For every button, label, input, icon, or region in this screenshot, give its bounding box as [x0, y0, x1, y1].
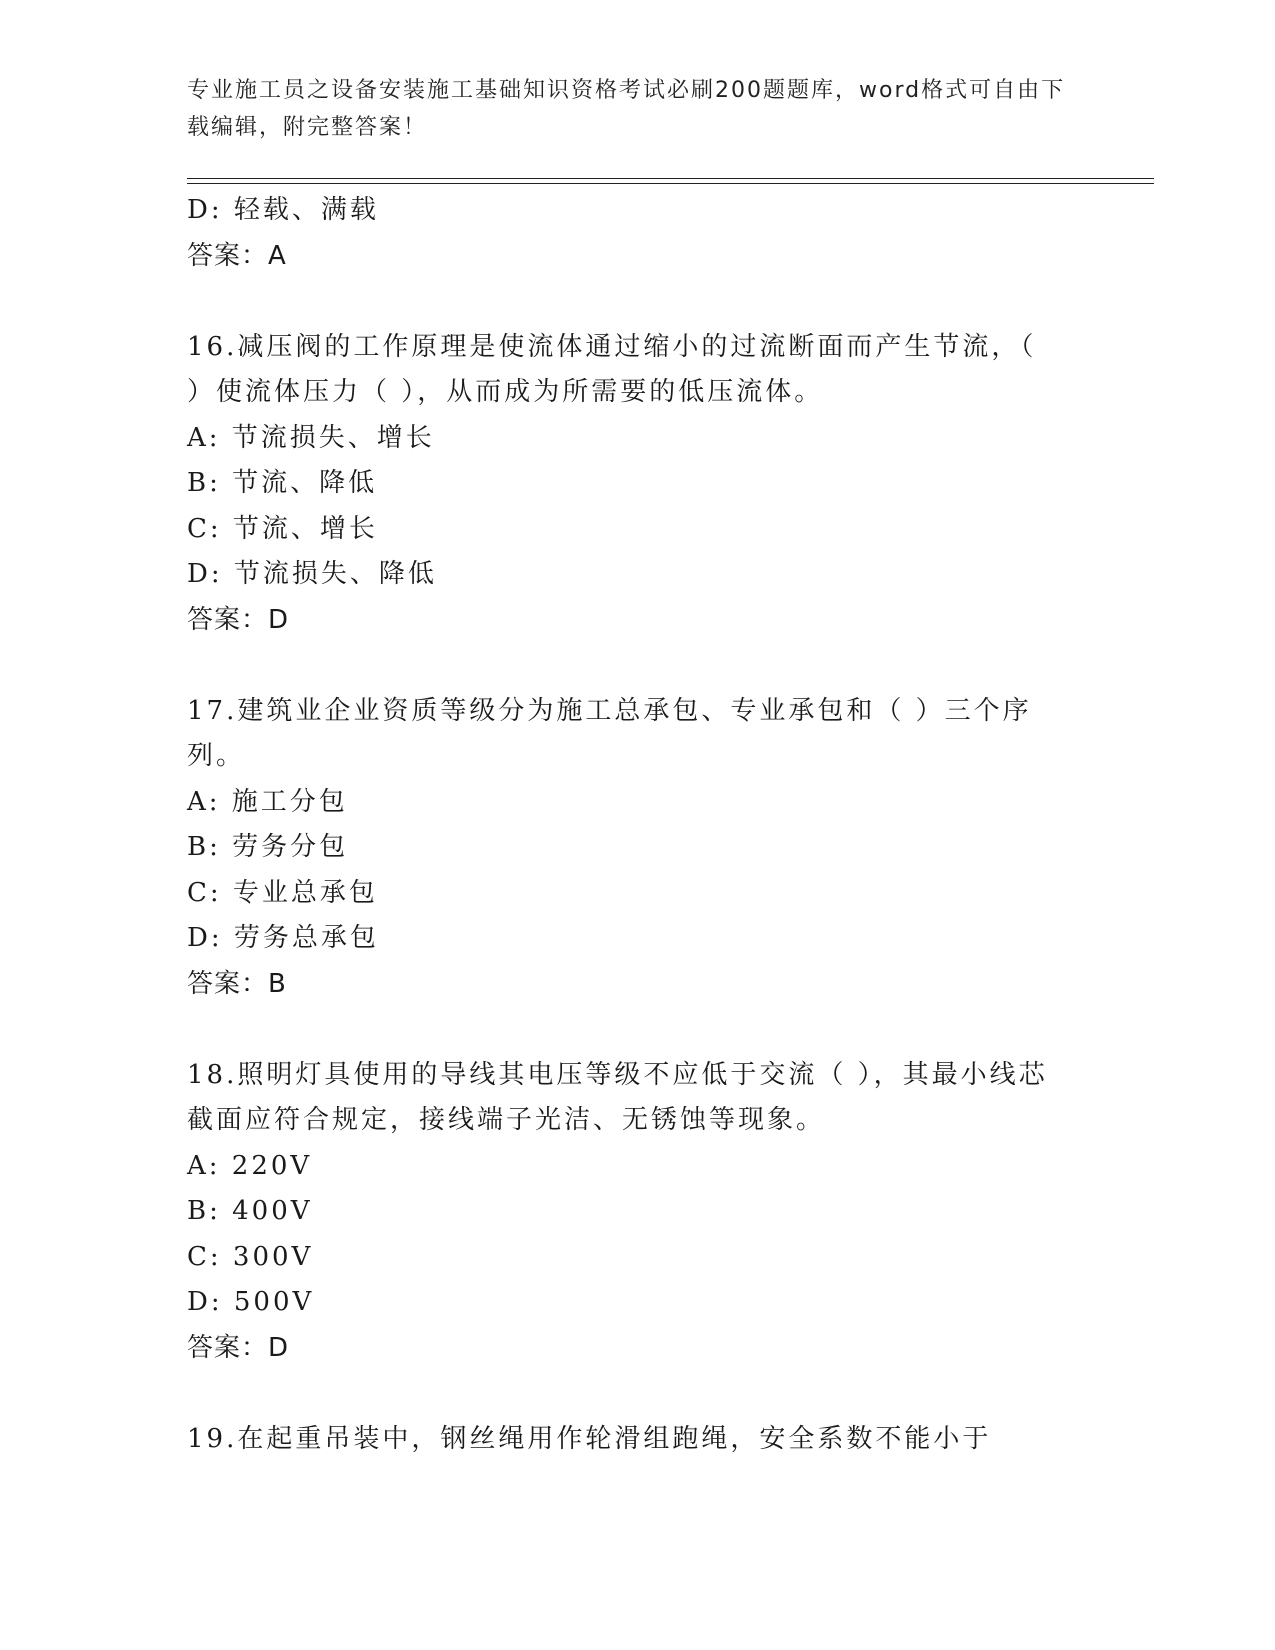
spacer: [187, 643, 1087, 689]
option-a: A: 施工分包: [187, 786, 348, 817]
answer-label: 答案：D: [187, 1332, 290, 1363]
option-c: C: 节流、增长: [187, 513, 378, 544]
answer-label: 答案：B: [187, 968, 287, 999]
header-divider-bottom: [187, 183, 1154, 184]
question-18: [187, 1053, 1087, 1372]
option-b: B: 400V: [187, 1196, 313, 1226]
option-a: A: 220V: [187, 1150, 313, 1181]
option-a: A: 节流损失、增长: [187, 422, 435, 453]
option-b: B: 劳务分包: [187, 832, 349, 862]
option-d: D: 节流损失、降低: [187, 559, 437, 589]
question-text: 18.照明灯具使用的导线其电压等级不应低于交流（ ），其最小线芯截面应符合规定，接线端子光洁、无锈蚀等现象。: [187, 1059, 1048, 1135]
option-d: D: 轻载、满载: [187, 195, 379, 225]
spacer: [187, 1371, 1087, 1417]
spacer: [187, 1007, 1087, 1053]
question-text: 19.在起重吊装中，钢丝绳用作轮滑组跑绳，安全系数不能小于: [187, 1423, 992, 1454]
answer-label: 答案：D: [187, 604, 290, 635]
spacer: [187, 279, 1087, 325]
question-19: [187, 1417, 1087, 1463]
question-content: [187, 188, 1087, 1462]
answer-label: 答案：A: [187, 240, 287, 271]
header-divider-top: [187, 178, 1154, 179]
question-16: [187, 325, 1087, 644]
option-c: C: 300V: [187, 1241, 314, 1272]
option-c: C: 专业总承包: [187, 877, 378, 908]
document-header: 专业施工员之设备安装施工基础知识资格考试必刷200题题库，word格式可自由下载编辑，附完整答案！: [187, 78, 1066, 140]
question-text: 17.建筑业企业资质等级分为施工总承包、专业承包和（ ）三个序列。: [187, 695, 1032, 771]
option-d: D: 劳务总承包: [187, 923, 379, 953]
question-text: 16.减压阀的工作原理是使流体通过缩小的过流断面而产生节流，（ ）使流体压力（ ），从而成为所需要的低压流体。: [187, 331, 1037, 407]
option-b: B: 节流、降低: [187, 468, 378, 498]
question-17: [187, 689, 1087, 1008]
option-d: D: 500V: [187, 1287, 315, 1317]
